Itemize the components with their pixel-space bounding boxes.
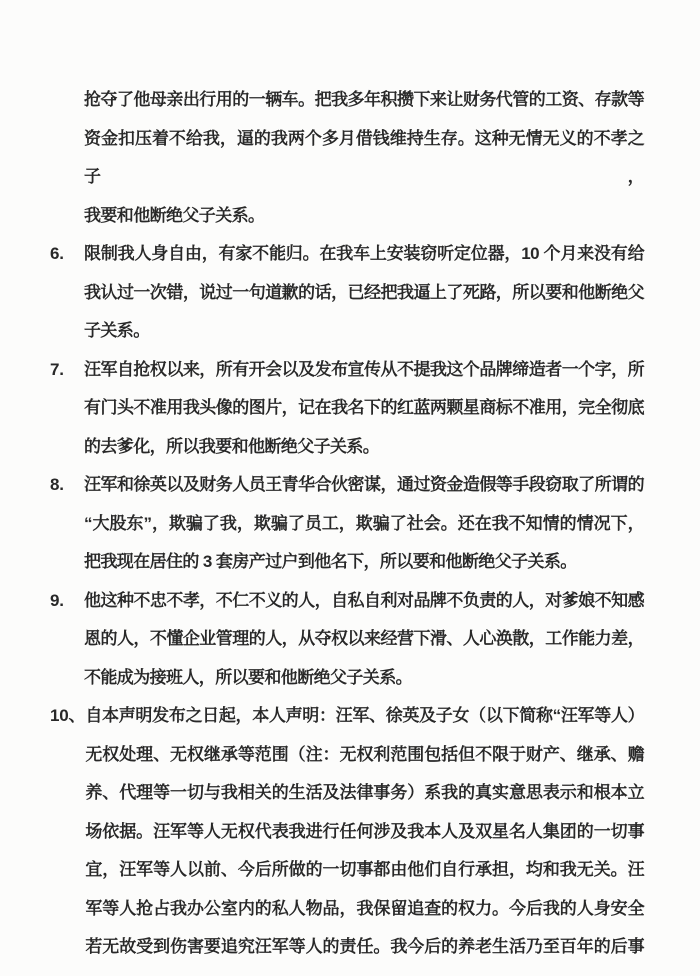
text-line: 抢夺了他母亲出行用的一辆车。把我多年积攒下来让财务代管的工资、存款等 [84, 90, 644, 109]
item-10 [50, 697, 644, 967]
item-text [84, 351, 644, 467]
text-line: 养、代理等一切与我相关的生活及法律事务）系我的真实意思表示和根本立 [85, 783, 644, 802]
text-line: 资金扣压着不给我，逼的我两个多月借钱维持生存。这种无情无义的不孝之子， [84, 128, 644, 186]
item-number: 7. [50, 359, 64, 379]
text-line: 宜，汪军等人以前、今后所做的一切事都由他们自行承担，均和我无关。汪 [85, 860, 644, 879]
text-line: 汪军自抢权以来，所有开会以及发布宣传从不提我这个品牌缔造者一个字，所 [84, 359, 644, 379]
text-line: 汪军和徐英以及财务人员王青华合伙密谋，通过资金造假等手段窃取了所谓的 [84, 475, 644, 494]
item-number: 6. [50, 244, 64, 263]
text-line: 场依据。汪军等人无权代表我进行任何涉及我本人及双星名人集团的一切事 [85, 821, 644, 841]
text-line: “大股东”，欺骗了我，欺骗了员工，欺骗了社会。还在我不知情的情况下， [84, 513, 644, 533]
text-line: 无权处理、无权继承等范围（注：无权利范围包括但不限于财产、继承、赡 [85, 744, 644, 764]
item-number: 9. [50, 590, 64, 610]
item-text [85, 697, 644, 967]
text-line: 限制我人身自由，有家不能归。在我车上安装窃听定位器，10 个月来没有给 [84, 244, 644, 263]
item-8 [50, 466, 644, 582]
text-line: 我认过一次错，说过一句道歉的话，已经把我逼上了死路，所以要和他断绝父 [84, 282, 644, 302]
item-number: 8. [50, 475, 64, 494]
text-line: 不能成为接班人，所以要和他断绝父子关系。 [84, 667, 412, 687]
item-7 [50, 351, 644, 467]
text-line: 有门头不准用我头像的图片，记在我名下的红蓝两颗星商标不准用，完全彻底 [84, 398, 644, 417]
text-line: 自本声明发布之日起，本人声明：汪军、徐英及子女（以下简称“汪军等人） [85, 706, 644, 725]
document-body [50, 81, 644, 967]
text-line: 我要和他断绝父子关系。 [84, 205, 265, 225]
text-line: 他这种不忠不孝，不仁不义的人，自私自利对品牌不负责的人，对爹娘不知感 [84, 590, 644, 610]
text-line: 恩的人，不懂企业管理的人，从夺权以来经营下滑、人心涣散，工作能力差， [84, 629, 644, 648]
paragraph-continuation [50, 81, 644, 235]
item-text [84, 81, 644, 235]
text-line: 若无故受到伤害要追究汪军等人的责任。我今后的养老生活乃至百年的后事 [85, 937, 644, 956]
item-9 [50, 582, 644, 698]
text-line: 的去爹化，所以我要和他断绝父子关系。 [84, 436, 380, 456]
item-text [84, 582, 644, 698]
item-6 [50, 235, 644, 351]
item-text [84, 235, 644, 351]
text-line: 把我现在居住的 3 套房产过户到他名下，所以要和他断绝父子关系。 [84, 552, 577, 571]
text-line: 子关系。 [84, 321, 150, 340]
text-line: 军等人抢占我办公室内的私人物品，我保留追查的权力。今后我的人身安全 [85, 898, 644, 918]
item-text [84, 466, 644, 582]
item-number: 10、 [50, 706, 86, 725]
